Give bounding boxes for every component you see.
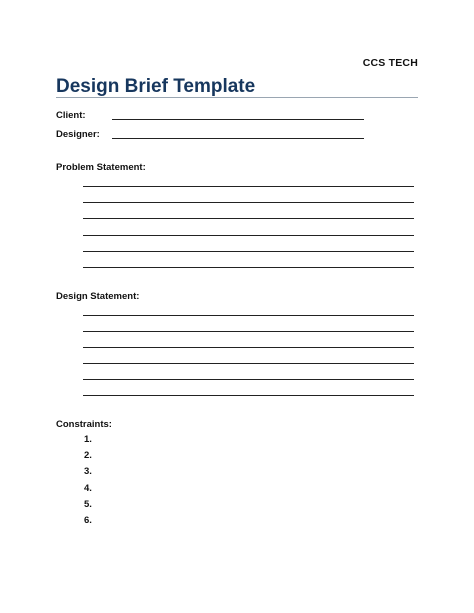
- writing-line[interactable]: [83, 202, 414, 203]
- problem-statement-label: Problem Statement:: [56, 162, 146, 173]
- designer-field-line[interactable]: [112, 138, 364, 139]
- organization-name: CCS TECH: [362, 57, 418, 69]
- writing-line[interactable]: [83, 251, 414, 252]
- client-label: Client:: [56, 110, 86, 121]
- client-field-line[interactable]: [112, 119, 364, 120]
- constraint-item: 5.: [84, 498, 92, 510]
- designer-label: Designer:: [56, 129, 100, 140]
- writing-line[interactable]: [83, 235, 414, 236]
- design-statement-label: Design Statement:: [56, 291, 140, 302]
- constraint-item: 1.: [84, 434, 92, 445]
- constraint-item: 3.: [84, 466, 92, 478]
- writing-line[interactable]: [83, 347, 414, 348]
- constraints-label: Constraints:: [56, 419, 112, 430]
- writing-line[interactable]: [83, 331, 414, 332]
- writing-line[interactable]: [83, 395, 414, 396]
- writing-line[interactable]: [83, 379, 414, 380]
- writing-line[interactable]: [83, 218, 414, 219]
- constraint-item: 2.: [84, 450, 92, 462]
- document-title: Design Brief Template: [56, 76, 256, 97]
- title-divider: [56, 97, 418, 98]
- writing-line[interactable]: [83, 363, 414, 364]
- constraint-item: 6.: [84, 514, 92, 526]
- constraint-item: 4.: [84, 482, 92, 494]
- constraints-list: [84, 433, 92, 530]
- writing-line[interactable]: [83, 315, 414, 316]
- writing-line[interactable]: [83, 186, 414, 187]
- writing-line[interactable]: [83, 267, 414, 268]
